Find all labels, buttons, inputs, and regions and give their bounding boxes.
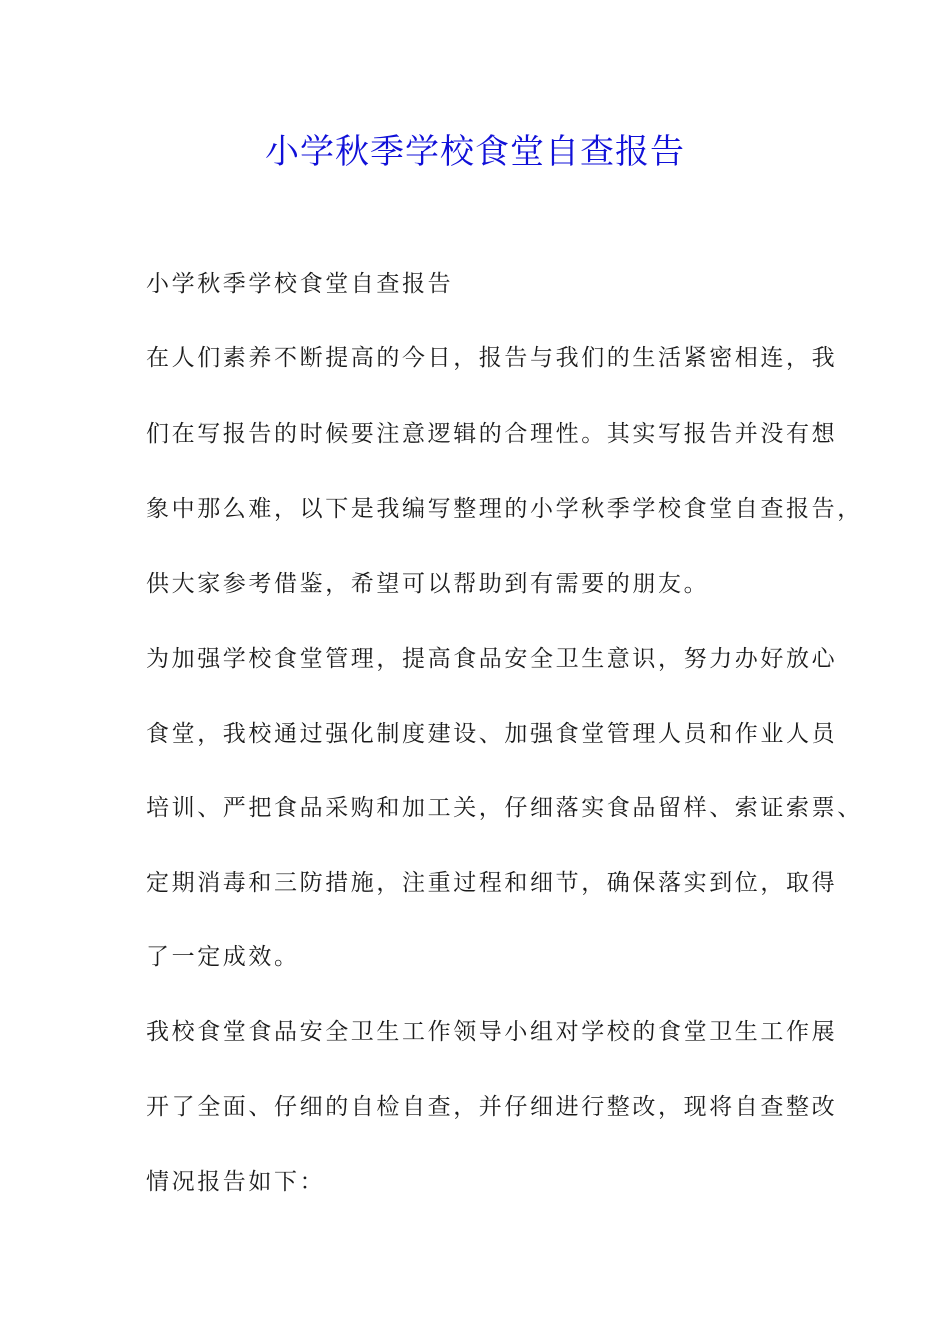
body-line: 情况报告如下： [146,1169,326,1195]
body-line: 开了全面、仔细的自检自查，并仔细进行整改，现将自查整改 [146,1094,838,1120]
body-line: 为加强学校食堂管理，提高食品安全卫生意识，努力办好放心 [146,646,838,672]
body-line-subtitle: 小学秋季学校食堂自查报告 [146,271,454,297]
body-line: 象中那么难，以下是我编写整理的小学秋季学校食堂自查报告， [146,496,863,522]
body-line: 培训、严把食品采购和加工关，仔细落实食品留样、索证索票、 [146,795,863,821]
document-title: 小学秋季学校食堂自查报告 [265,132,685,172]
body-line: 在人们素养不断提高的今日，报告与我们的生活紧密相连，我 [146,345,838,371]
body-line: 我校食堂食品安全卫生工作领导小组对学校的食堂卫生工作展 [146,1019,838,1045]
body-line: 们在写报告的时候要注意逻辑的合理性。其实写报告并没有想 [146,421,838,447]
body-line: 定期消毒和三防措施，注重过程和细节，确保落实到位，取得 [146,870,838,896]
body-line: 食堂，我校通过强化制度建设、加强食堂管理人员和作业人员 [146,721,838,747]
body-line: 了一定成效。 [146,944,300,970]
body-line: 供大家参考借鉴，希望可以帮助到有需要的朋友。 [146,571,710,597]
